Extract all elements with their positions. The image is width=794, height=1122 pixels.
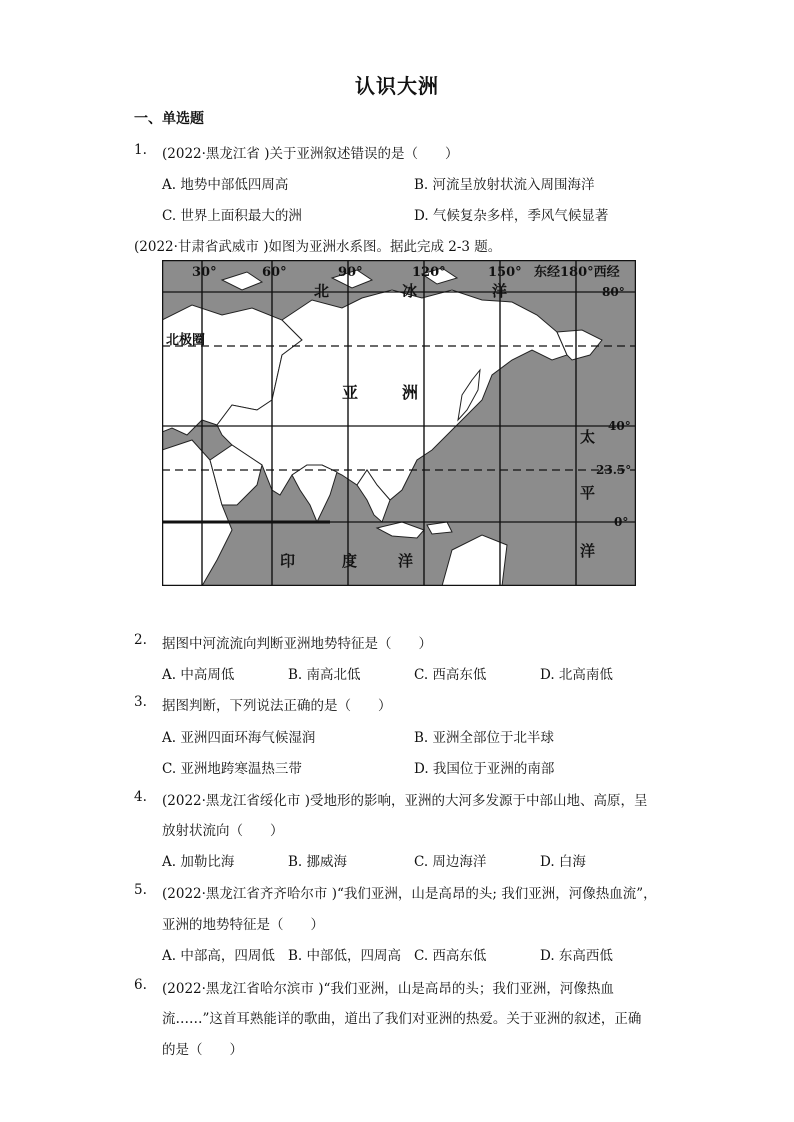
q4-stem-line1: (2022·黑龙江省绥化市 )受地形的影响，亚洲的大河多发源于中部山地、高原，呈	[162, 793, 648, 809]
section-heading: 一、单选题	[134, 111, 204, 127]
q5-option-d[interactable]: D. 东高西低	[540, 948, 613, 964]
q5-option-c[interactable]: C. 西高东低	[414, 948, 487, 964]
arctic-circle-label: 北极圈	[166, 333, 206, 348]
q4-number: 4.	[134, 789, 147, 805]
q6-number: 6.	[134, 977, 147, 993]
ocean-indian-1: 印	[280, 552, 296, 570]
q5-stem-line1: (2022·黑龙江省齐齐哈尔市 )“我们亚洲，山是高昂的头; 我们亚洲，河像热血流”，	[162, 886, 657, 902]
q1-option-c[interactable]: C. 世界上面积最大的洲	[162, 208, 302, 224]
q2-option-d[interactable]: D. 北高南低	[540, 667, 613, 683]
lat-label-80: 80°	[602, 285, 625, 299]
ocean-indian-3: 洋	[398, 552, 414, 570]
ocean-pacific-2: 平	[580, 484, 596, 502]
q3-option-a[interactable]: A. 亚洲四面环海气候湿润	[162, 730, 316, 746]
continent-label-1: 亚	[342, 383, 359, 402]
ocean-north-2: 冰	[402, 282, 418, 300]
page-title: 认识大洲	[355, 74, 439, 98]
q5-number: 5.	[134, 882, 147, 898]
q1-option-a[interactable]: A. 地势中部低四周高	[162, 177, 289, 193]
q3-number: 3.	[134, 694, 147, 710]
q6-stem-line1: (2022·黑龙江省哈尔滨市 )“我们亚洲，山是高昂的头；我们亚洲，河像热血	[162, 981, 614, 997]
asia-water-system-map	[162, 260, 636, 586]
q3-option-d[interactable]: D. 我国位于亚洲的南部	[414, 761, 555, 777]
lon-label-120: 120°	[412, 265, 446, 280]
continent-label-2: 洲	[402, 383, 419, 402]
q4-option-d[interactable]: D. 白海	[540, 854, 586, 870]
q1-number: 1.	[134, 142, 147, 158]
q4-option-a[interactable]: A. 加勒比海	[162, 854, 235, 870]
q3-option-c[interactable]: C. 亚洲地跨寒温热三带	[162, 761, 302, 777]
q2-option-a[interactable]: A. 中高周低	[162, 667, 235, 683]
q1-stem: (2022·黑龙江省 )关于亚洲叙述错误的是（ ）	[162, 146, 459, 162]
q1-option-d[interactable]: D. 气候复杂多样，季风气候显著	[414, 208, 609, 224]
q5-option-b[interactable]: B. 中部低，四周高	[288, 948, 402, 964]
q2-stem: 据图中河流流向判断亚洲地势特征是（ ）	[162, 636, 432, 652]
q3-option-b[interactable]: B. 亚洲全部位于北半球	[414, 730, 555, 746]
lat-label-40: 40°	[608, 419, 631, 433]
lat-label-23-5: 23.5°	[596, 463, 632, 477]
q1-option-b[interactable]: B. 河流呈放射状流入周围海洋	[414, 177, 595, 193]
lon-label-30: 30°	[192, 265, 217, 280]
lon-label-90: 90°	[338, 265, 363, 280]
lon-label-150: 150°	[488, 265, 522, 280]
q6-stem-line3: 的是（ ）	[162, 1042, 243, 1058]
q2-option-c[interactable]: C. 西高东低	[414, 667, 487, 683]
q4-option-b[interactable]: B. 挪威海	[288, 854, 348, 870]
lon-label-60: 60°	[262, 265, 287, 280]
lat-label-0: 0°	[614, 515, 629, 529]
ocean-north-3: 洋	[492, 282, 508, 300]
q5-option-a[interactable]: A. 中部高，四周低	[162, 948, 275, 964]
ocean-indian-2: 度	[342, 552, 358, 570]
ocean-pacific-1: 太	[580, 428, 596, 446]
q4-stem-line2: 放射状流向（ ）	[162, 823, 284, 839]
ocean-north-1: 北	[314, 282, 330, 300]
q6-stem-line2: 流……”这首耳熟能详的歌曲，道出了我们对亚洲的热爱。关于亚洲的叙述，正确	[162, 1011, 642, 1027]
lon-label-180: 东经180°西经	[534, 265, 620, 280]
q2-option-b[interactable]: B. 南高北低	[288, 667, 361, 683]
ocean-pacific-3: 洋	[580, 542, 596, 560]
q5-stem-line2: 亚洲的地势特征是（ ）	[162, 917, 324, 933]
q3-stem: 据图判断，下列说法正确的是（ ）	[162, 698, 392, 714]
q4-option-c[interactable]: C. 周边海洋	[414, 854, 487, 870]
q2-number: 2.	[134, 632, 147, 648]
group-intro: (2022·甘肃省武威市 )如图为亚洲水系图。据此完成 2-3 题。	[134, 239, 502, 255]
